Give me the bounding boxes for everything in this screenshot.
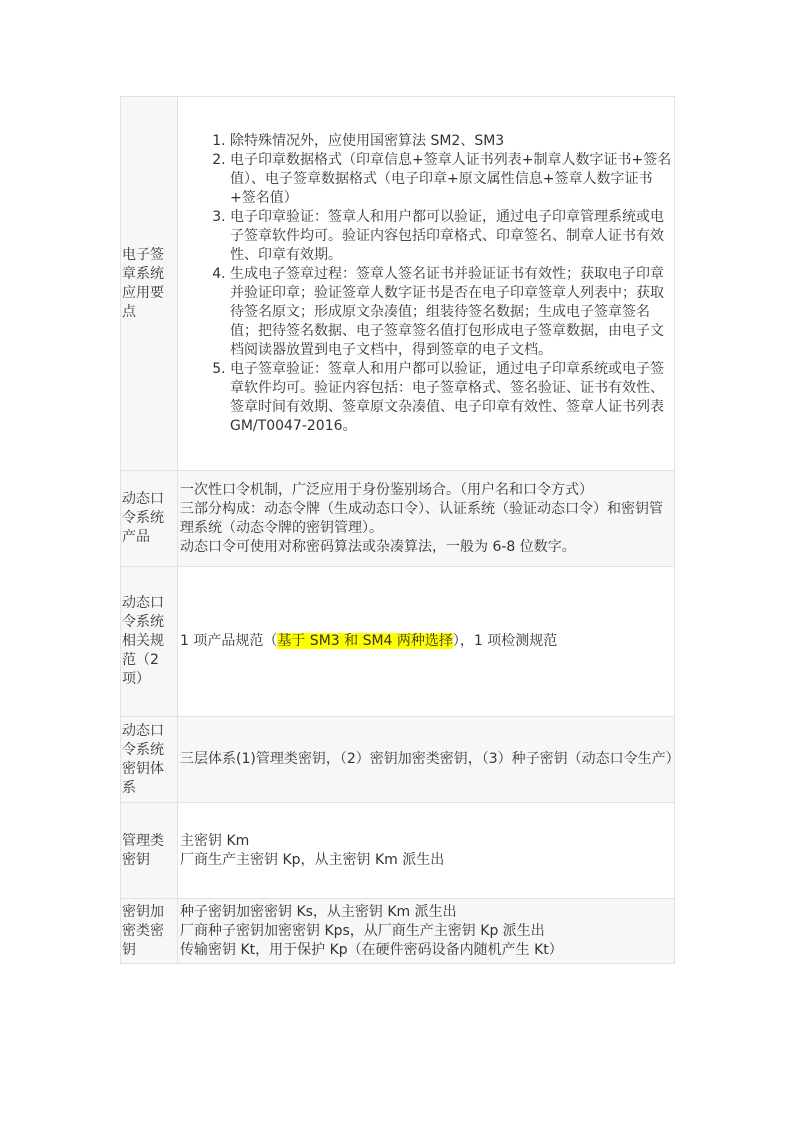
content-line: 三部分构成：动态令牌（生成动态口令）、认证系统（验证动态口令）和密钥管理系统（动态令牌的密钥管理）。 <box>180 500 663 536</box>
row-label: 动态口令系统相关规范（2项） <box>121 567 178 717</box>
row-content <box>178 899 675 964</box>
row-content <box>178 97 675 471</box>
row-content <box>178 717 680 803</box>
points-list <box>180 132 674 436</box>
content-line: 三层体系(1)管理类密钥，（2）密钥加密类密钥，（3）种子密钥（动态口令生产） <box>180 751 680 767</box>
content-line: 种子密钥加密密钥 Ks，从主密钥 Km 派生出 <box>180 903 457 920</box>
content-line: 厂商种子密钥加密密钥 Kps，从厂商生产主密钥 Kp 派生出 <box>180 922 545 939</box>
row-label: 密钥加密类密钥 <box>121 899 178 964</box>
row-label: 动态口令系统产品 <box>121 471 178 567</box>
content-line: 动态口令可使用对称密码算法或杂凑算法，一般为 6-8 位数字。 <box>180 538 576 555</box>
content-line: 厂商生产主密钥 Kp，从主密钥 Km 派生出 <box>180 851 445 868</box>
row-label: 电子签章系统应用要点 <box>121 97 178 471</box>
table-row <box>121 899 675 964</box>
table-row <box>121 803 675 899</box>
list-item: 1. 除特殊情况外，应使用国密算法 SM2、SM3 <box>230 132 674 151</box>
content-line: 传输密钥 Kt，用于保护 Kp（在硬件密码设备内随机产生 Kt） <box>180 941 563 958</box>
list-item: 3. 电子印章验证：签章人和用户都可以验证，通过电子印章管理系统或电子签章软件均可。验证内容包括印章格式、印章签名、制章人证书有效性、印章有效期。 <box>230 208 674 265</box>
highlighted-text: 基于 SM3 和 SM4 两种选择 <box>277 633 453 649</box>
table-row <box>121 97 675 471</box>
row-label: 动态口令系统密钥体系 <box>121 717 178 803</box>
row-content <box>178 567 675 717</box>
row-content <box>178 471 675 567</box>
row-label: 管理类密钥 <box>121 803 178 899</box>
table-row <box>121 471 675 567</box>
content-line: 主密钥 Km <box>180 832 250 849</box>
notes-table <box>120 96 680 964</box>
content-line: 一次性口令机制，广泛应用于身份鉴别场合。（用户名和口令方式） <box>180 481 593 498</box>
table-row <box>121 567 675 717</box>
spec-text-before: 1 项产品规范（ <box>180 633 278 649</box>
list-item: 5. 电子签章验证：签章人和用户都可以验证，通过电子印章系统或电子签章软件均可。验证内容包括：电子签章格式、签名验证、证书有效性、签章时间有效期、签章原文杂凑值、电子印章有效性、签章人证书列表 GM/T0047-2016。 <box>230 360 674 436</box>
list-item: 4. 生成电子签章过程：签章人签名证书并验证证书有效性；获取电子印章并验证印章；验证签章人数字证书是否在电子印章签章人列表中；获取待签名原文；形成原文杂凑值；组装待签名数据；生成电子签章签名值；把待签名数据、电子签章签名值打包形成电子签章数据，由电子文档阅读器放置到电子文档中，得到签章的电子文档。 <box>230 265 674 360</box>
row-content <box>178 803 675 899</box>
spec-text-after: ），1 项检测规范 <box>452 633 558 649</box>
list-item: 2. 电子印章数据格式（印章信息+签章人证书列表+制章人数字证书+签名值）、电子签章数据格式（电子印章+原文属性信息+签章人数字证书+签名值） <box>230 151 674 208</box>
table-row <box>121 717 675 803</box>
